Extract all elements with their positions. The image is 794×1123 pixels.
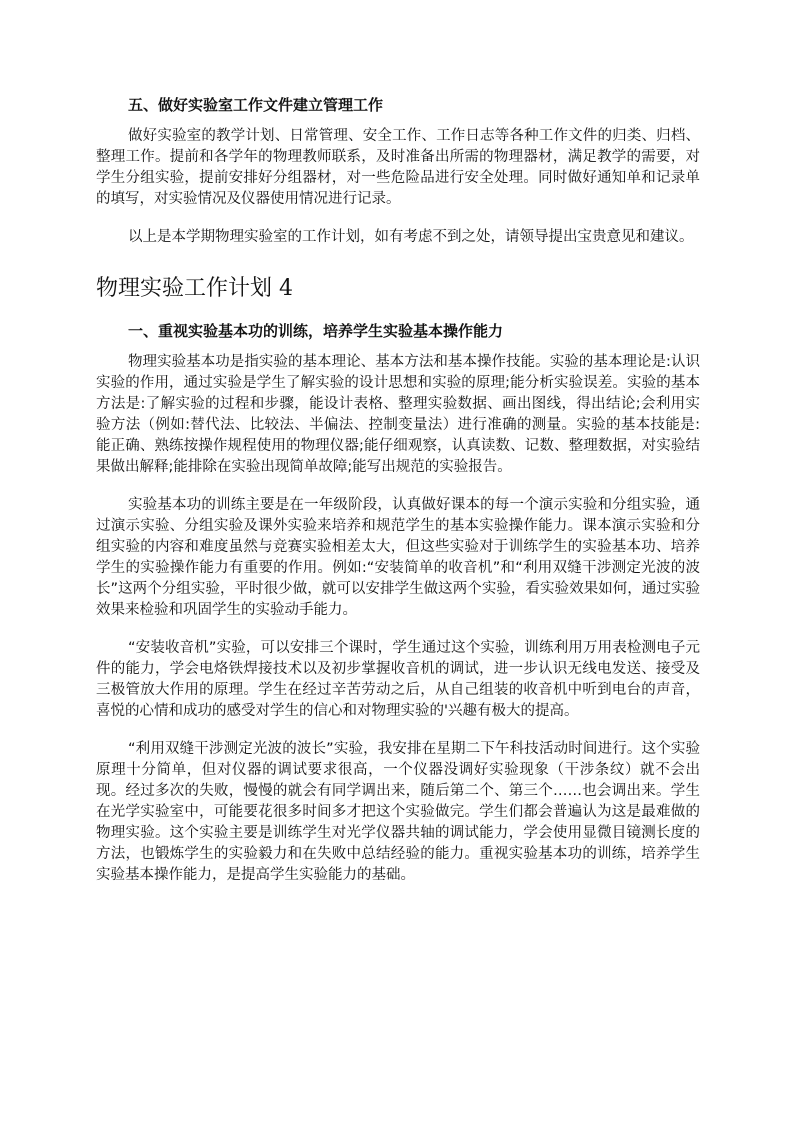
section-heading: 五、做好实验室工作文件建立管理工作 <box>128 96 384 114</box>
section-heading: 一、重视实验基本功的训练，培养学生实验基本操作能力 <box>128 322 504 340</box>
paragraph: 物理实验基本功是指实验的基本理论、基本方法和基本操作技能。实验的基本理论是:认识实验的作用，通过实验是学生了解实验的设计思想和实验的原理;能分析实验误差。实验的基本方法是:了解实验的过程和步骤，能设计表格、整理实验数据、画出图线，得出结论;会利用实验方法（例如:替代法、比较法、半偏法、控制变量法）进行准确的测量。实验的基本技能是:能正确、熟练按操作规程使用的物理仪器;能仔细观察，认真读数、记数、整理数据，对实验结果做出解释;能排除在实验出现简单故障;能写出规范的实验报告。 <box>96 354 700 475</box>
paragraph: 以上是本学期物理实验室的工作计划，如有考虑不到之处，请领导提出宝贵意见和建议。 <box>128 229 694 245</box>
paragraph: “安装收音机”实验，可以安排三个课时，学生通过这个实验，训练利用万用表检测电子元件的能力，学会电烙铁焊接技术以及初步掌握收音机的调试，进一步认识无线电发送、接受及三极管放大作用的原理。学生在经过辛苦劳动之后，从自己组装的收音机中听到电台的声音，喜悦的心情和成功的感受对学生的信心和对物理实验的'兴趣有极大的提高。 <box>96 640 700 719</box>
paragraph: “利用双缝干涉测定光波的波长”实验，我安排在星期二下午科技活动时间进行。这个实验原理十分简单，但对仪器的调试要求很高，一个仪器没调好实验现象（干涉条纹）就不会出现。经过多次的失败，慢慢的就会有同学调出来，随后第二个、第三个……也会调出来。学生在光学实验室中，可能要花很多时间多才把这个实验做完。学生们都会普遍认为这是最难做的物理实验。这个实验主要是训练学生对光学仪器共轴的调试能力，学会使用显微目镜测长度的方法，也锻炼学生的实验毅力和在失败中总结经验的能力。重视实验基本功的训练，培养学生实验基本操作能力，是提高学生实验能力的基础。 <box>96 741 700 883</box>
document-body <box>96 94 700 903</box>
paragraph: 做好实验室的教学计划、日常管理、安全工作、工作日志等各种工作文件的归类、归档、整理工作。提前和各学年的物理教师联系，及时准备出所需的物理器材，满足教学的需要，对学生分组实验，提前安排好分组器材，对一些危险品进行安全处理。同时做好通知单和记录单的填写，对实验情况及仪器使用情况进行记录。 <box>96 128 700 207</box>
document-title: 物理实验工作计划 4 <box>96 276 293 301</box>
paragraph: 实验基本功的训练主要是在一年级阶段，认真做好课本的每一个演示实验和分组实验，通过演示实验、分组实验及课外实验来培养和规范学生的基本实验操作能力。课本演示实验和分组实验的内容和难度虽然与竞赛实验相差太大，但这些实验对于训练学生的实验基本功、培养学生的实验操作能力有重要的作用。例如:“安装简单的收音机”和“利用双缝干涉测定光波的波长”这两个分组实验，平时很少做，就可以安排学生做这两个实验，看实验效果如何，通过实验效果来检验和巩固学生的实验动手能力。 <box>96 497 700 618</box>
